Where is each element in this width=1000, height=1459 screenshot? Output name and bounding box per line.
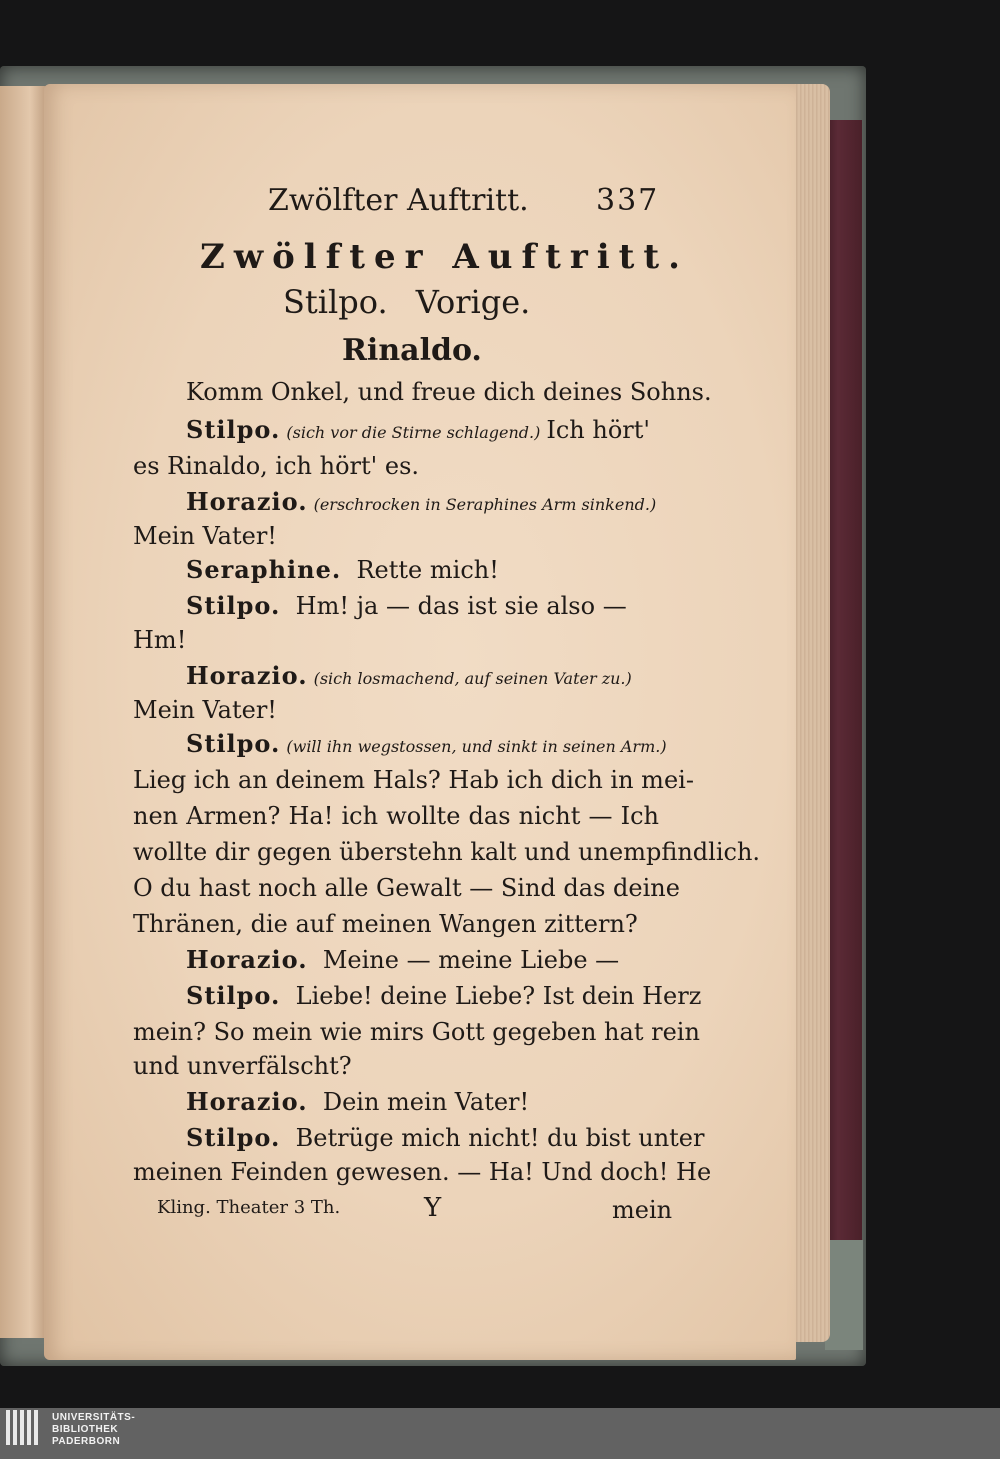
- line-text: O du hast noch alle Gewalt — Sind das deine: [133, 874, 680, 902]
- text-line: [133, 766, 694, 794]
- text-line: [186, 661, 638, 690]
- text-line: [133, 524, 277, 548]
- library-logo-icon: [6, 1410, 44, 1445]
- speaker-name: Seraphine.: [186, 555, 342, 584]
- text-line: [186, 1087, 530, 1116]
- library-name-line3: PADERBORN: [52, 1436, 121, 1447]
- text-line: [133, 698, 277, 722]
- text-line: [186, 555, 499, 584]
- line-text: Dein mein Vater!: [322, 1088, 530, 1116]
- footer-signature: Kling. Theater 3 Th.: [157, 1197, 341, 1218]
- speaker-name: Stilpo.: [186, 1123, 281, 1152]
- speaker-name: Stilpo.: [186, 415, 281, 444]
- text-line: [133, 838, 761, 866]
- line-text: Liebe! deine Liebe? Ist dein Herz: [295, 982, 702, 1010]
- text-line: [133, 804, 659, 828]
- text-line: [133, 1054, 352, 1078]
- text-line: [133, 1158, 712, 1186]
- line-text: mein? So mein wie mirs Gott gegeben hat rein: [133, 1018, 700, 1046]
- text-line: [186, 591, 627, 620]
- page-number: 337: [596, 183, 660, 218]
- speaker-name: Horazio.: [186, 945, 308, 974]
- line-text: und unverfälscht?: [133, 1052, 352, 1080]
- scene-cast: Stilpo. Vorige.: [283, 283, 531, 321]
- line-text: Rette mich!: [356, 556, 499, 584]
- speaker-name: Horazio.: [186, 661, 308, 690]
- line-text: es Rinaldo, ich hört' es.: [133, 452, 420, 480]
- line-text: Ich hört': [546, 416, 650, 444]
- scene-title: Zwölfter Auftritt.: [200, 237, 689, 277]
- book-spine-corner: [825, 1240, 863, 1350]
- text-line: [186, 729, 673, 758]
- line-text: Mein Vater!: [133, 696, 277, 724]
- scene-entrance: Rinaldo.: [342, 333, 482, 368]
- stage-direction: (sich losmachend, auf seinen Vater zu.): [313, 669, 632, 688]
- text-line: [186, 1123, 705, 1152]
- stage-direction: (sich vor die Stirne schlagend.): [286, 423, 541, 442]
- text-line: [133, 1018, 700, 1046]
- line-text: Thränen, die auf meinen Wangen zittern?: [133, 910, 638, 938]
- text-line: [133, 454, 419, 478]
- library-name-line2: BIBLIOTHEK: [52, 1424, 119, 1435]
- text-line: [186, 415, 650, 444]
- line-text: Hm! ja — das ist sie also —: [295, 592, 627, 620]
- text-line: [133, 912, 638, 936]
- speaker-name: Stilpo.: [186, 591, 281, 620]
- left-page-edge: [0, 86, 50, 1338]
- line-text: Mein Vater!: [133, 522, 277, 550]
- text-line: [186, 981, 702, 1010]
- text-line: [133, 628, 186, 652]
- speaker-name: Horazio.: [186, 1087, 308, 1116]
- text-line: [186, 945, 620, 974]
- text-line: [186, 380, 712, 404]
- line-text: Komm Onkel, und freue dich deines Sohns.: [186, 378, 712, 406]
- library-banner: [0, 1408, 1000, 1459]
- line-text: Meine — meine Liebe —: [322, 946, 620, 974]
- line-text: Lieg ich an deinem Hals? Hab ich dich in mei-: [133, 766, 694, 794]
- text-line: [133, 874, 680, 902]
- line-text: wollte dir gegen überstehn kalt und unempfindlich.: [133, 838, 761, 866]
- stage-direction: (erschrocken in Seraphines Arm sinkend.): [313, 495, 657, 514]
- speaker-name: Stilpo.: [186, 729, 281, 758]
- speaker-name: Stilpo.: [186, 981, 281, 1010]
- footer-catchword: mein: [612, 1196, 673, 1224]
- line-text: meinen Feinden gewesen. — Ha! Und doch! He: [133, 1158, 712, 1186]
- line-text: nen Armen? Ha! ich wollte das nicht — Ich: [133, 802, 659, 830]
- line-text: Betrüge mich nicht! du bist unter: [295, 1124, 705, 1152]
- speaker-name: Horazio.: [186, 487, 308, 516]
- line-text: Hm!: [133, 626, 187, 654]
- stage-direction: (will ihn wegstossen, und sinkt in seinen Arm.): [286, 737, 667, 756]
- footer-sheet-mark: Y: [424, 1193, 442, 1223]
- text-line: [186, 487, 662, 516]
- running-header: Zwölfter Auftritt.: [268, 183, 529, 218]
- library-name-line1: UNIVERSITÄTS-: [52, 1412, 136, 1423]
